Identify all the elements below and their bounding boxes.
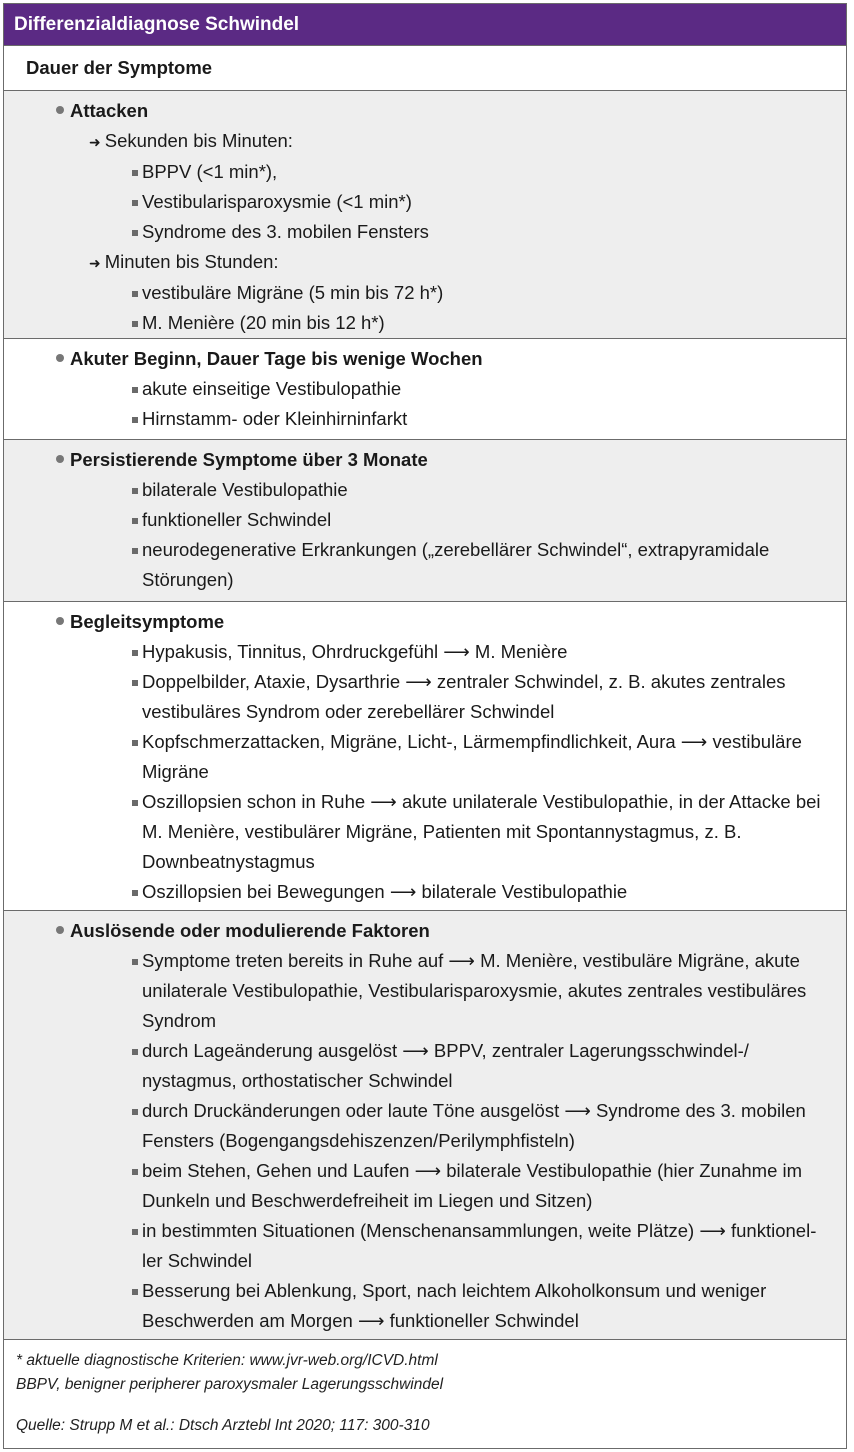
section-begleitsymptome: [4, 602, 846, 911]
list-item: durch Druckänderungen oder laute Töne ausgelöst ⟶ Syndrome des 3. mobilen Fensters (Bogengangsdehiszenzen/Perilymphfisteln): [4, 1096, 846, 1156]
square-bullet-icon: [132, 1169, 138, 1175]
square-bullet-icon: [132, 680, 138, 686]
square-bullet-icon: [132, 488, 138, 494]
section-heading: Akuter Beginn, Dauer Tage bis wenige Wochen: [4, 344, 846, 374]
list-item: Vestibularisparoxysmie (<1 min*): [4, 187, 846, 217]
diagnosis-table: [3, 3, 847, 1449]
square-bullet-icon: [132, 230, 138, 236]
list-item: funktioneller Schwindel: [4, 505, 846, 535]
square-bullet-icon: [132, 650, 138, 656]
square-bullet-icon: [132, 740, 138, 746]
list-item: Symptome treten bereits in Ruhe auf ⟶ M. Menière, vestibuläre Migräne, akute unilaterale Vestibulopathie, Vestibularisparoxysmie, akutes zentrales vestibuläres Syndrom: [4, 946, 846, 1036]
arrow-right-icon: ➜: [89, 134, 101, 150]
section-akuter-beginn: [4, 339, 846, 440]
list-item: Kopfschmerzattacken, Migräne, Licht-, Lärmempfindlichkeit, Aura ⟶ vestibuläre Migräne: [4, 727, 846, 787]
section-heading: Auslösende oder modulierende Faktoren: [4, 916, 846, 946]
list-item: M. Menière (20 min bis 12 h*): [4, 308, 846, 338]
list-item: neurodegenerative Erkrankungen („zerebellärer Schwindel“, extrapyramidale Störungen): [4, 535, 846, 595]
list-item: BPPV (<1 min*),: [4, 157, 846, 187]
square-bullet-icon: [132, 800, 138, 806]
list-item: durch Lageänderung ausgelöst ⟶ BPPV, zentraler Lagerungsschwindel-/ nystagmus, orthostatischer Schwindel: [4, 1036, 846, 1096]
square-bullet-icon: [132, 1289, 138, 1295]
list-item: Syndrome des 3. mobilen Fensters: [4, 217, 846, 247]
list-item: Oszillopsien schon in Ruhe ⟶ akute unilaterale Vestibulopathie, in der Attacke bei M. Menière, vestibulärer Migräne, Patienten mit Spontannystagmus, z. B. Downbeatnystagmus: [4, 787, 846, 877]
bullet-dot-icon: [56, 106, 64, 114]
square-bullet-icon: [132, 1109, 138, 1115]
bullet-dot-icon: [56, 354, 64, 362]
square-bullet-icon: [132, 417, 138, 423]
list-item: bilaterale Vestibulopathie: [4, 475, 846, 505]
bullet-dot-icon: [56, 455, 64, 463]
list-item: Doppelbilder, Ataxie, Dysarthrie ⟶ zentraler Schwindel, z. B. akutes zentrales vestibuläres Syndrom oder zerebellärer Schwindel: [4, 667, 846, 727]
section-ausloesende-faktoren: [4, 911, 846, 1340]
square-bullet-icon: [132, 890, 138, 896]
duration-group-label: ➜ Minuten bis Stunden:: [4, 247, 846, 278]
bullet-dot-icon: [56, 926, 64, 934]
list-item: beim Stehen, Gehen und Laufen ⟶ bilaterale Vestibulopathie (hier Zunahme im Dunkeln und Beschwerdefreiheit im Liegen und Sitzen): [4, 1156, 846, 1216]
section-attacken: [4, 91, 846, 339]
table-title: Differenzialdiagnose Schwindel: [4, 4, 846, 46]
list-item: Hirnstamm- oder Kleinhirninfarkt: [4, 404, 846, 434]
section-persistierende-symptome: [4, 440, 846, 602]
footnote: * aktuelle diagnostische Kriterien: www.jvr-web.org/ICVD.html: [16, 1352, 438, 1369]
table-subheading: Dauer der Symptome: [4, 46, 846, 91]
square-bullet-icon: [132, 200, 138, 206]
list-item: Oszillopsien bei Bewegungen ⟶ bilaterale Vestibulopathie: [4, 877, 846, 907]
bullet-dot-icon: [56, 617, 64, 625]
square-bullet-icon: [132, 548, 138, 554]
square-bullet-icon: [132, 1229, 138, 1235]
square-bullet-icon: [132, 170, 138, 176]
square-bullet-icon: [132, 291, 138, 297]
duration-group-label: ➜ Sekunden bis Minuten:: [4, 126, 846, 157]
list-item: Besserung bei Ablenkung, Sport, nach leichtem Alkoholkonsum und weniger Beschwerden am Morgen ⟶ funktioneller Schwindel: [4, 1276, 846, 1336]
table-footer: [4, 1340, 846, 1448]
footnote: BBPV, benigner peripherer paroxysmaler Lagerungsschwindel: [16, 1376, 444, 1393]
square-bullet-icon: [132, 1049, 138, 1055]
square-bullet-icon: [132, 321, 138, 327]
list-item: vestibuläre Migräne (5 min bis 72 h*): [4, 278, 846, 308]
section-heading: Attacken: [4, 96, 846, 126]
section-heading: Begleitsymptome: [4, 607, 846, 637]
section-heading: Persistierende Symptome über 3 Monate: [4, 445, 846, 475]
list-item: akute einseitige Vestibulopathie: [4, 374, 846, 404]
square-bullet-icon: [132, 387, 138, 393]
list-item: Hypakusis, Tinnitus, Ohrdruckgefühl ⟶ M. Menière: [4, 637, 846, 667]
source-citation: Quelle: Strupp M et al.: Dtsch Arztebl Int 2020; 117: 300-310: [16, 1417, 430, 1434]
square-bullet-icon: [132, 518, 138, 524]
square-bullet-icon: [132, 959, 138, 965]
arrow-right-icon: ➜: [89, 255, 101, 271]
list-item: in bestimmten Situationen (Menschenansammlungen, weite Plätze) ⟶ funktionel- ler Schwindel: [4, 1216, 846, 1276]
